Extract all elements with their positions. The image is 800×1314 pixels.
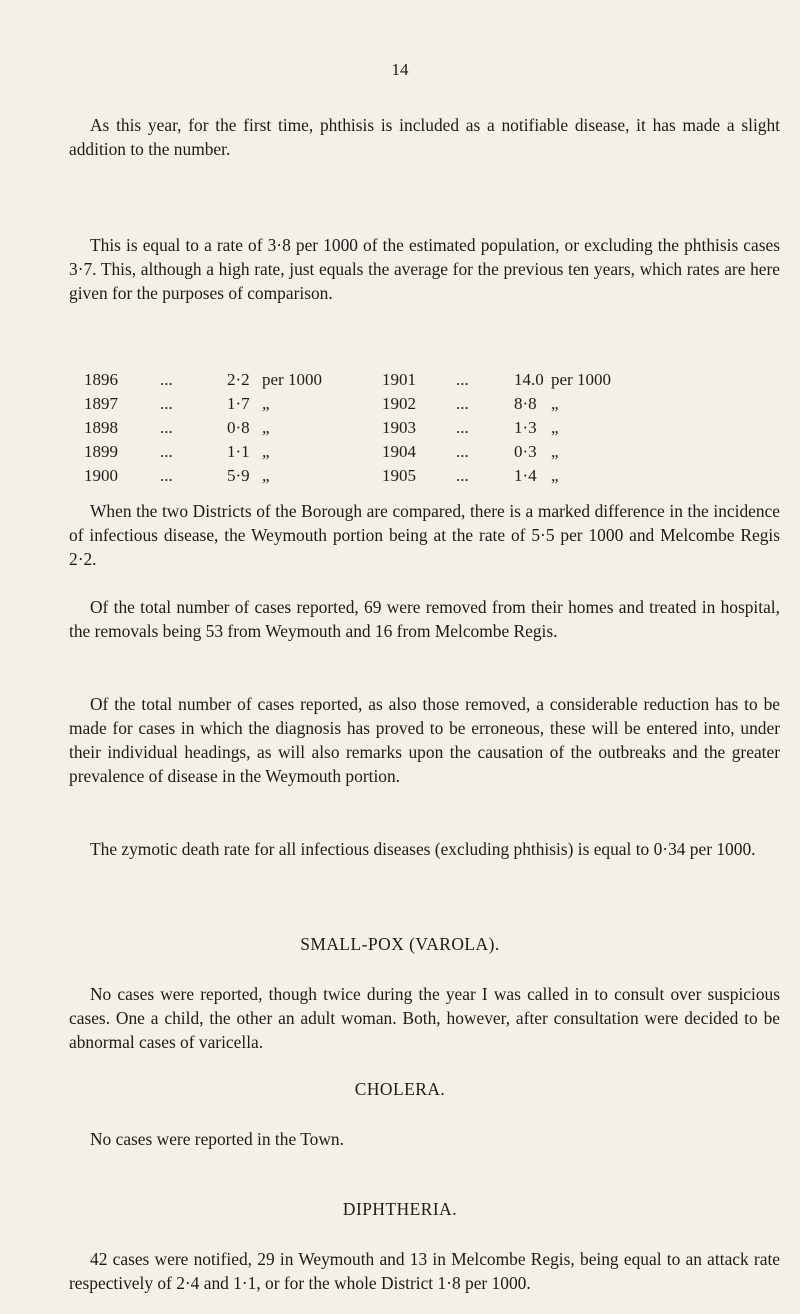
year-cell: 1902 [382,394,416,413]
rate-unit: „ [551,466,559,485]
paragraph-rate-comparison: This is equal to a rate of 3·8 per 1000 of the estimated population, or excluding the phthisis cases 3·7. This, although a high rate, just equals the average for the previous ten years, which rates are here given for the purposes of comparison. [69,235,780,303]
year-cell: 1904 [382,442,416,461]
paragraph-phthisis-note: As this year, for the first time, phthisis is included as a notifiable disease, it has made a slight addition to the number. [69,115,780,159]
rates-row [84,394,734,418]
rate-value: 2·2 [227,370,250,389]
rate-value: 1·1 [227,442,250,461]
year-cell: 1897 [84,394,118,413]
leader-dots: ... [160,370,173,389]
rates-row [84,442,734,466]
heading-cholera: CHOLERA. [354,1079,446,1099]
paragraph-district-comparison: When the two Districts of the Borough are compared, there is a marked difference in the incidence of infectious disease, the Weymouth portion being at the rate of 5·5 per 1000 and Melcombe Regis 2·2. [69,501,780,569]
rate-value: 14.0 [514,370,544,389]
paragraph-smallpox: No cases were reported, though twice during the year I was called in to consult over suspicious cases. One a child, the other an adult woman. Both, however, after consultation were decided to be abnormal cases of varicella. [69,984,780,1052]
rate-unit: per 1000 [262,370,322,389]
paragraph-cholera: No cases were reported in the Town. [90,1129,344,1149]
rate-value: 5·9 [227,466,250,485]
rate-value: 0·3 [514,442,537,461]
rate-unit: per 1000 [551,370,611,389]
page-number: 14 [391,60,409,79]
rate-value: 8·8 [514,394,537,413]
rate-unit: „ [262,466,270,485]
paragraph-hospital-removals: Of the total number of cases reported, 69 were removed from their homes and treated in hospital, the removals being 53 from Weymouth and 16 from Melcombe Regis. [69,597,780,641]
leader-dots: ... [456,418,469,437]
leader-dots: ... [160,442,173,461]
rate-unit: „ [551,442,559,461]
year-cell: 1905 [382,466,416,485]
rate-value: 1·7 [227,394,250,413]
rate-unit: „ [551,418,559,437]
rate-unit: „ [262,418,270,437]
year-cell: 1898 [84,418,118,437]
rates-row [84,418,734,442]
leader-dots: ... [456,466,469,485]
paragraph-zymotic-death-rate: The zymotic death rate for all infectious diseases (excluding phthisis) is equal to 0·34 per 1000. [90,839,756,859]
year-cell: 1903 [382,418,416,437]
year-cell: 1896 [84,370,118,389]
leader-dots: ... [456,370,469,389]
leader-dots: ... [456,394,469,413]
year-cell: 1901 [382,370,416,389]
rate-value: 1·3 [514,418,537,437]
year-cell: 1900 [84,466,118,485]
heading-smallpox: SMALL-POX (VAROLA). [300,934,500,954]
heading-diphtheria: DIPHTHERIA. [342,1199,458,1219]
year-cell: 1899 [84,442,118,461]
leader-dots: ... [456,442,469,461]
rate-unit: „ [262,442,270,461]
rate-unit: „ [262,394,270,413]
leader-dots: ... [160,466,173,485]
leader-dots: ... [160,418,173,437]
leader-dots: ... [160,394,173,413]
rate-unit: „ [551,394,559,413]
paragraph-diagnosis-reduction: Of the total number of cases reported, as also those removed, a considerable reduction has to be made for cases in which the diagnosis has proved to be erroneous, these will be entered into, under their individual headings, as will also remarks upon the causation of the outbreaks and the greater prevalence of disease in the Weymouth portion. [69,694,780,786]
rate-value: 1·4 [514,466,537,485]
rates-row [84,466,734,490]
rates-row [84,370,734,394]
rate-value: 0·8 [227,418,250,437]
paragraph-diphtheria: 42 cases were notified, 29 in Weymouth and 13 in Melcombe Regis, being equal to an attack rate respectively of 2·4 and 1·1, or for the whole District 1·8 per 1000. [69,1249,780,1293]
rates-table [84,370,734,490]
